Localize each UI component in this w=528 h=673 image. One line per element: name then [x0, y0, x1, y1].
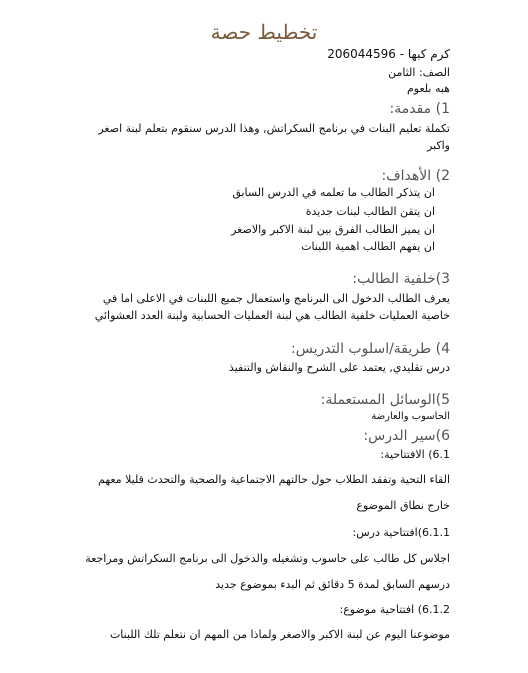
intro-heading: 1) مقدمة:	[389, 101, 450, 117]
lesson-opening-text-1: اجلاس كل طالب على حاسوب وتشغيله والدخول الى برنامج السكراتش ومراجعة	[85, 552, 450, 565]
doc-title: تخطيط حصة	[210, 20, 318, 44]
goal-item: ان يميز الطالب الفرق بين لبنة الاكبر والاصغر	[231, 223, 435, 236]
lesson-opening-text-2: درسهم السابق لمدة 5 دقائق ثم البدء بموضوع جديد	[215, 578, 450, 591]
topic-opening-label: 6.1.2) افتتاحية موضوع:	[339, 603, 450, 616]
author-line: كرم كبها - 206044596	[327, 47, 450, 61]
intro-text: تكملة تعليم البنات في برنامج السكراتش, وهذا الدرس سنقوم بتعلم لبنة اصغر واكبر	[98, 122, 450, 152]
goal-item: ان يتقن الطالب لبنات جديدة	[305, 205, 435, 218]
opening-text-2: خارج نطاق الموضوع	[356, 499, 450, 512]
grade-line: الصف: الثامن	[388, 66, 450, 79]
goal-item: ان يتذكر الطالب ما تعلمه في الدرس السابق	[232, 186, 435, 199]
teacher-line: هبه بلعوم	[406, 82, 450, 95]
goals-heading: 2) الأهداف:	[381, 168, 450, 184]
background-heading: 3)خلفية الطالب:	[352, 271, 450, 287]
goal-item: ان يفهم الطالب اهمية اللبنات	[301, 240, 435, 253]
opening-text-1: القاء التحية وتفقد الطلاب حول حالتهم الاجتماعية والصحية والتحدث قليلا معهم	[98, 473, 450, 486]
flow-heading: 6)سير الدرس:	[363, 428, 450, 444]
opening-label: 6.1) الافتتاحية:	[380, 448, 450, 461]
tools-text: الحاسوب والعارضة	[371, 411, 450, 422]
topic-opening-text: موضوعنا اليوم عن لبنة الاكبر والاصغر ولماذا من المهم ان نتعلم تلك اللبنات	[109, 628, 450, 641]
lesson-opening-label: 6.1.1)افتتاحية درس:	[352, 526, 450, 539]
method-heading: 4) طريقة/اسلوب التدريس:	[291, 341, 450, 357]
background-text: يعرف الطالب الدخول الى البرنامج واستعمال جميع اللبنات في الاعلى اما في خاصية العمليات خلفية الطالب هي لبنة العمليات الحسابية ولبنة العدد العشوائي	[94, 292, 450, 322]
tools-heading: 5)الوسائل المستعملة:	[320, 392, 450, 408]
method-text: درس تقليدي, يعتمد على الشرح والنقاش والتنفيذ	[228, 361, 450, 374]
